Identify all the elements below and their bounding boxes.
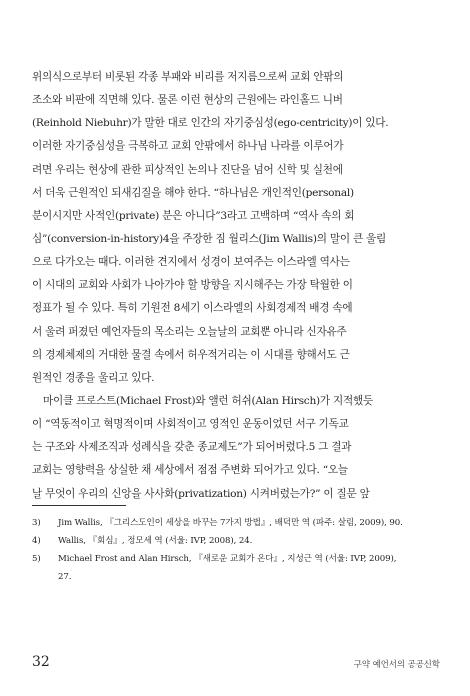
text-line: 서 더욱 근원적인 되새김질을 해야 한다. “하나님은 개인적인(personal): [32, 186, 354, 199]
text-line: 위의식으로부터 비롯된 각종 부패와 비리를 저지름으로써 교회 안팎의: [32, 71, 344, 83]
text-line: 이 “역동적이고 혁명적이며 사회적이고 영적인 운동이었던 서구 기독교: [32, 418, 349, 431]
footnote-item: [32, 514, 442, 532]
text-line: 날 무엇이 우리의 신앙을 사사화(privatization) 시켜버렸는가?” 이 질문 앞: [32, 487, 370, 500]
footnote-divider: [32, 505, 126, 506]
text-line: (Reinhold Niebuhr)가 말한 대로 인간의 자기중심성(ego-centricity)이 있다.: [32, 117, 389, 130]
text-line: 이 시대의 교회와 사회가 나아가야 할 방향을 지시해주는 가장 탁월한 이: [32, 279, 353, 292]
running-head: 구약 예언서의 공공신학: [353, 659, 440, 669]
text-line: 정표가 될 수 있다. 특히 기원전 8세기 이스라엘의 사회경제적 배경 속에: [32, 302, 353, 315]
footnote-number: 5): [32, 554, 41, 564]
text-line: 려면 우리는 현상에 관한 피상적인 논의나 진단을 넘어 신학 및 실천에: [32, 163, 343, 176]
text-line: 는 구조와 사제조직과 성례식을 갖춘 종교제도”가 되어버렸다.5 그 결과: [32, 441, 352, 454]
text-line: 원적인 경종을 울리고 있다.: [32, 371, 155, 384]
text-line: 교회는 영향력을 상실한 채 세상에서 점점 주변화 되어가고 있다. “오늘: [32, 464, 348, 477]
footnote-item: [32, 532, 442, 550]
footnote-text: Jim Wallis, 『그리스도인이 세상을 바꾸는 7가지 방법』, 배덕만 역 (파주: 살림, 2009), 90.: [58, 518, 403, 528]
text-line: 조소와 비판에 직면해 있다. 물론 이런 현상의 근원에는 라인홀드 니버: [32, 94, 343, 107]
footnotes: [32, 514, 442, 586]
page-number: 32: [32, 654, 50, 670]
text-line: 서 울려 퍼졌던 예언자들의 목소리는 오늘날의 교회뿐 아니라 신자유주: [32, 325, 347, 338]
text-line: 마이클 프로스트(Michael Frost)와 앨런 허쉬(Alan Hirsch)가 지적했듯: [43, 394, 373, 407]
footnote-item: [32, 550, 442, 568]
text-line: 이러한 자기중심성을 극복하고 교회 안팎에서 하나님 나라를 이루어가: [32, 140, 344, 153]
text-line: 심”(conversion-in-history)4을 주장한 짐 월리스(Jim Wallis)의 말이 큰 울림: [32, 232, 387, 245]
footnote-continuation: 27.: [58, 572, 72, 582]
footnote-number: 4): [32, 536, 41, 546]
text-line: 의 경제체제의 거대한 물결 속에서 허우적거리는 이 시대를 향해서도 근: [32, 348, 350, 361]
main-text: [32, 66, 438, 506]
footnote-text: Wallis, 『회심』, 정모세 역 (서울: IVP, 2008), 24.: [58, 536, 253, 546]
footnote-text: Michael Frost and Alan Hirsch, 『새로운 교회가 온다』, 지성근 역 (서울: IVP, 2009),: [58, 554, 397, 564]
text-line: 으로 다가오는 때다. 이러한 견지에서 성경이 보여주는 이스라엘 역사는: [32, 256, 350, 269]
footnote-number: 3): [32, 518, 41, 528]
text-line: 분이시지만 사적인(private) 분은 아니다”3라고 고백하며 “역사 속의 회: [32, 209, 355, 222]
